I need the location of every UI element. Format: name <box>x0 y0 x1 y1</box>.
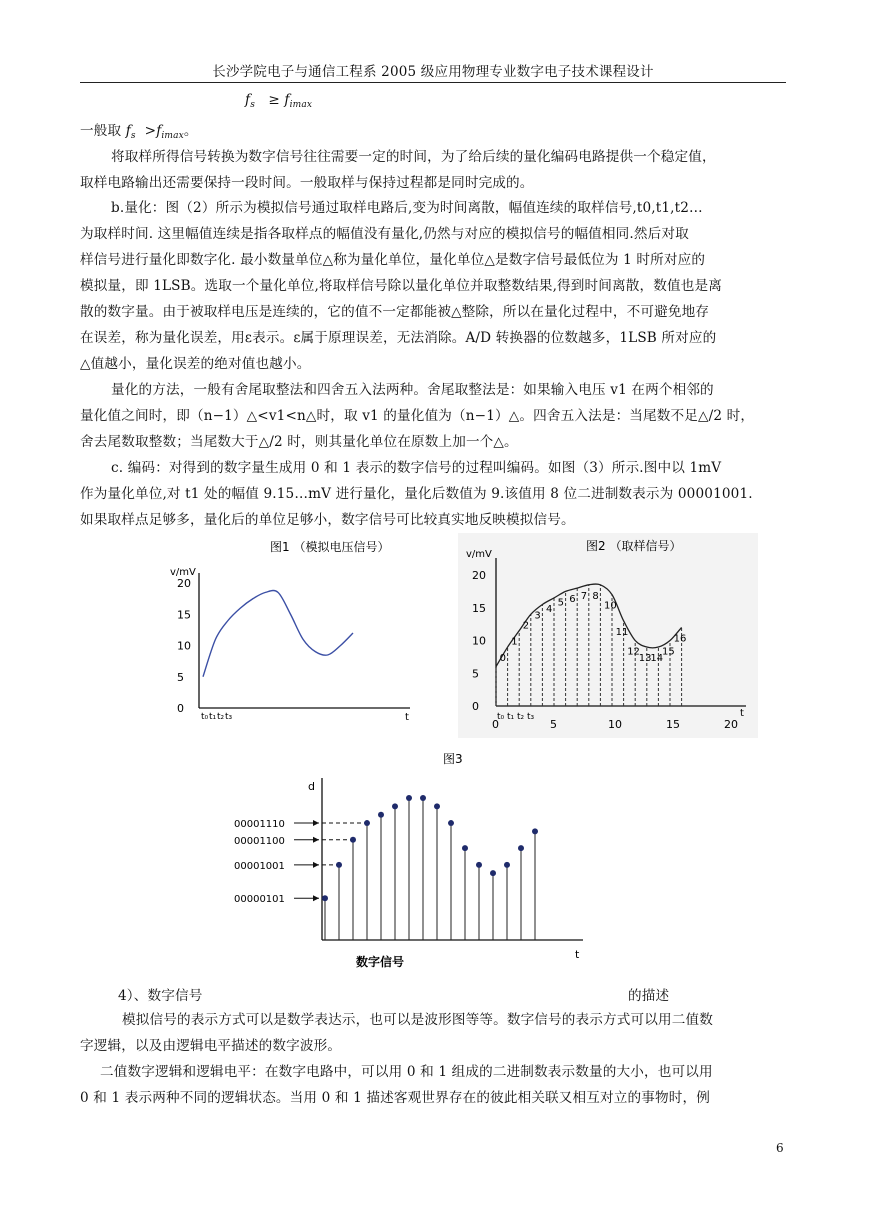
figure-3-sample-dot <box>476 862 482 868</box>
section-heading: 4）、数字信号 <box>118 988 203 1004</box>
figure-3-ylabel: d <box>308 780 315 793</box>
body-line: c. 编码：对得到的数字量生成用 0 和 1 表示的数字信号的过程叫编码。如图（3）所示.图中以 1mV <box>111 460 722 476</box>
figure-3-stems <box>322 795 538 940</box>
formula-fi: f <box>284 92 290 108</box>
figure-3-arrowhead <box>313 820 319 826</box>
figure-3-arrowhead <box>313 837 319 843</box>
figure-2-xtick-label: 20 <box>724 718 738 731</box>
figure-1-xtick-label: t₀ <box>201 712 209 722</box>
figure-2-point-label: 3 <box>534 610 541 622</box>
figure-3-sample-dot <box>490 870 496 876</box>
figure-2-point-label: 8 <box>592 590 599 602</box>
figure-1-xtick-label: t₂ <box>217 712 225 722</box>
figure-3-sample-dot <box>350 837 356 843</box>
take-suffix: 。 <box>183 123 198 139</box>
figure-3-code-labels <box>234 819 319 905</box>
take-fi: f <box>156 123 162 139</box>
figure-1-ticks <box>177 577 233 722</box>
figure-3-sample-dot <box>532 828 538 834</box>
figure-3-sample-dot <box>336 862 342 868</box>
figure-3-sample-dot <box>448 820 454 826</box>
body-line: 取样电路输出还需要保持一段时间。一般取样与保持过程都是同时完成的。 <box>80 175 534 191</box>
body-line: 模拟信号的表示方式可以是数学表达示，也可以是波形图等等。数字信号的表示方式可以用二值数 <box>122 1012 713 1028</box>
header-rule <box>80 82 786 83</box>
take-line <box>80 119 198 141</box>
figure-3-arrowhead <box>313 862 319 868</box>
formula-fs: f <box>245 92 251 108</box>
body-line: 量化值之间时，即（n−1）△<v1<n△时，取 v1 的量化值为（n−1）△。四舍五入法是：当尾数不足△/2 时， <box>80 408 755 424</box>
figure-1-xtick-label: t₃ <box>225 712 233 722</box>
figure-3-code-label: 00000101 <box>234 894 285 906</box>
figure-2-ytick-label: 10 <box>472 634 486 648</box>
figure-3-code-label: 00001110 <box>234 819 285 831</box>
figure-2-point-label: 16 <box>673 633 687 645</box>
figure-3 <box>228 748 598 973</box>
take-fs: f <box>125 123 131 139</box>
figure-2-point-label: 5 <box>557 597 564 609</box>
page-number: 6 <box>776 1141 784 1155</box>
figure-3-caption: 数字信号 <box>356 955 405 969</box>
figure-2-ytick-label: 15 <box>472 601 486 615</box>
body-line: 0 和 1 表示两种不同的逻辑状态。当用 0 和 1 描述客观世界存在的彼此相关联又相互对立的事物时，例 <box>80 1090 710 1106</box>
figure-2-title: 图2 （取样信号） <box>586 539 682 553</box>
figure-3-sample-dot <box>434 803 440 809</box>
figure-2-ylabel: v/mV <box>466 549 492 560</box>
figure-2-stems <box>496 585 682 706</box>
figure-2-point-labels <box>500 591 687 664</box>
figure-2-svg <box>458 533 758 738</box>
figure-3-xlabel: t <box>575 948 580 961</box>
figure-2-point-label: 14 <box>650 653 664 665</box>
figure-3-arrowhead <box>313 895 319 901</box>
figure-1-ytick-label: 5 <box>177 670 184 684</box>
figure-1-ylabel: v/mV <box>170 567 196 578</box>
figure-2-point-label: 11 <box>615 626 629 638</box>
body-line: 舍去尾数取整数；当尾数大于△/2 时，则其量化单位在原数上加一个△。 <box>80 434 518 450</box>
figure-1 <box>165 533 435 733</box>
body-line: △值越小，量化误差的绝对值也越小。 <box>80 356 311 372</box>
body-line: 模拟量，即 1LSB。选取一个量化单位,将取样信号除以量化单位并取整数结果,得到时间离散，数值也是离 <box>80 278 722 294</box>
figure-3-sample-dot <box>378 812 384 818</box>
figure-3-sample-dot <box>392 803 398 809</box>
formula-rel: ≥ <box>268 92 280 108</box>
figure-2-ytick-label: 20 <box>472 569 486 582</box>
figure-2-ytick-label: 0 <box>472 700 479 713</box>
figure-2-xtick-label: 0 <box>492 718 499 731</box>
figure-2-ticks <box>472 569 738 731</box>
figure-2-t-tick-label: t₂ <box>517 712 525 722</box>
figure-2-xtick-label: 10 <box>608 718 622 731</box>
figure-2-point-label: 1 <box>511 636 518 648</box>
figure-1-ytick-label: 20 <box>177 577 191 590</box>
figure-3-sample-dot <box>462 845 468 851</box>
figure-2-point-label: 13 <box>638 653 652 665</box>
take-rel: > <box>144 123 157 139</box>
figure-2-xtick-label: 15 <box>666 718 680 731</box>
figure-2-point-label: 10 <box>604 600 617 612</box>
figure-2-point-label: 0 <box>499 653 506 665</box>
figure-3-sample-dot <box>406 795 412 801</box>
formula-fs-sub: s <box>250 100 255 110</box>
body-line: 将取样所得信号转换为数字信号往往需要一定的时间，为了给后续的量化编码电路提供一个稳定值， <box>111 149 716 165</box>
figure-1-ytick-label: 15 <box>177 608 191 622</box>
section-heading-suffix: 的描述 <box>628 988 670 1004</box>
body-line: 为取样时间. 这里幅值连续是指各取样点的幅值没有量化,仍然与对应的模拟信号的幅值相同.然后对取 <box>80 226 689 242</box>
figure-2-point-label: 15 <box>662 646 675 658</box>
figure-3-sample-dot <box>420 795 426 801</box>
figure-2-point-label: 6 <box>569 594 576 606</box>
figure-2-ytick-label: 5 <box>472 667 479 681</box>
figure-2-point-label: 7 <box>580 590 588 602</box>
figure-3-svg <box>228 748 598 973</box>
formula-fi-sub: imax <box>289 100 313 110</box>
figure-3-sample-dot <box>322 895 328 901</box>
figure-2 <box>458 533 758 738</box>
figure-2-point-label: 2 <box>522 620 530 632</box>
running-header: 长沙学院电子与通信工程系 2005 级应用物理专业数字电子技术课程设计 <box>212 64 654 80</box>
body-line: 样信号进行量化即数字化. 最小数量单位△称为量化单位，量化单位△是数字信号最低位为 1 时所对应的 <box>80 252 706 268</box>
figure-2-point-label: 12 <box>627 646 640 658</box>
body-line: 散的数字量。由于被取样电压是连续的，它的值不一定都能被△整除，所以在量化过程中，不可避免地存 <box>80 304 710 320</box>
body-line: 作为量化单位,对 t1 处的幅值 9.15…mV 进行量化，量化后数值为 9.该值用 8 位二进制数表示为 00001001. <box>80 486 753 502</box>
figure-3-sample-dot <box>504 862 510 868</box>
figure-2-t-tick-label: t₃ <box>527 712 535 722</box>
figure-1-title: 图1 （模拟电压信号） <box>270 540 390 554</box>
figure-2-point-label: 4 <box>546 603 553 615</box>
figure-2-t-tick-label: t₁ <box>507 712 515 722</box>
figure-2-xtick-label: 5 <box>550 718 557 731</box>
figure-3-title: 图3 <box>443 752 463 766</box>
figure-1-ytick-label: 10 <box>177 639 191 653</box>
figure-2-xlabel: t <box>740 708 744 719</box>
figure-1-ytick-label: 0 <box>177 702 184 715</box>
take-fi-sub: imax <box>161 131 184 141</box>
figure-1-curve <box>203 590 353 676</box>
figure-1-xtick-label: t₁ <box>209 712 217 722</box>
body-line: 如果取样点足够多，量化后的单位足够小，数字信号可比较真实地反映模拟信号。 <box>80 512 575 528</box>
body-line: b.量化：图（2）所示为模拟信号通过取样电路后,变为时间离散，幅值连续的取样信号,t0,t1,t2… <box>111 200 703 216</box>
figure-3-sample-dot <box>364 820 370 826</box>
figure-3-code-label: 00001001 <box>234 860 285 872</box>
figure-2-t-tick-label: t₀ <box>497 712 505 722</box>
body-line: 字逻辑，以及由逻辑电平描述的数字波形。 <box>80 1038 342 1054</box>
figure-1-svg <box>165 533 435 733</box>
body-line: 二值数字逻辑和逻辑电平：在数字电路中，可以用 0 和 1 组成的二进制数表示数量的大小，也可以用 <box>100 1064 713 1080</box>
body-line: 在误差，称为量化误差，用ε表示。ε属于原理误差，无法消除。A/D 转换器的位数越多，1LSB 所对应的 <box>80 330 717 346</box>
figure-3-code-label: 00001100 <box>234 835 285 847</box>
figure-3-sample-dot <box>518 845 524 851</box>
body-line: 量化的方法，一般有舍尾取整法和四舍五入法两种。舍尾取整法是：如果输入电压 v1 在两个相邻的 <box>111 382 714 398</box>
sampling-formula <box>245 92 312 110</box>
take-fs-sub: s <box>130 131 136 141</box>
take-prefix: 一般取 <box>80 123 122 139</box>
figure-1-xlabel: t <box>405 712 409 723</box>
